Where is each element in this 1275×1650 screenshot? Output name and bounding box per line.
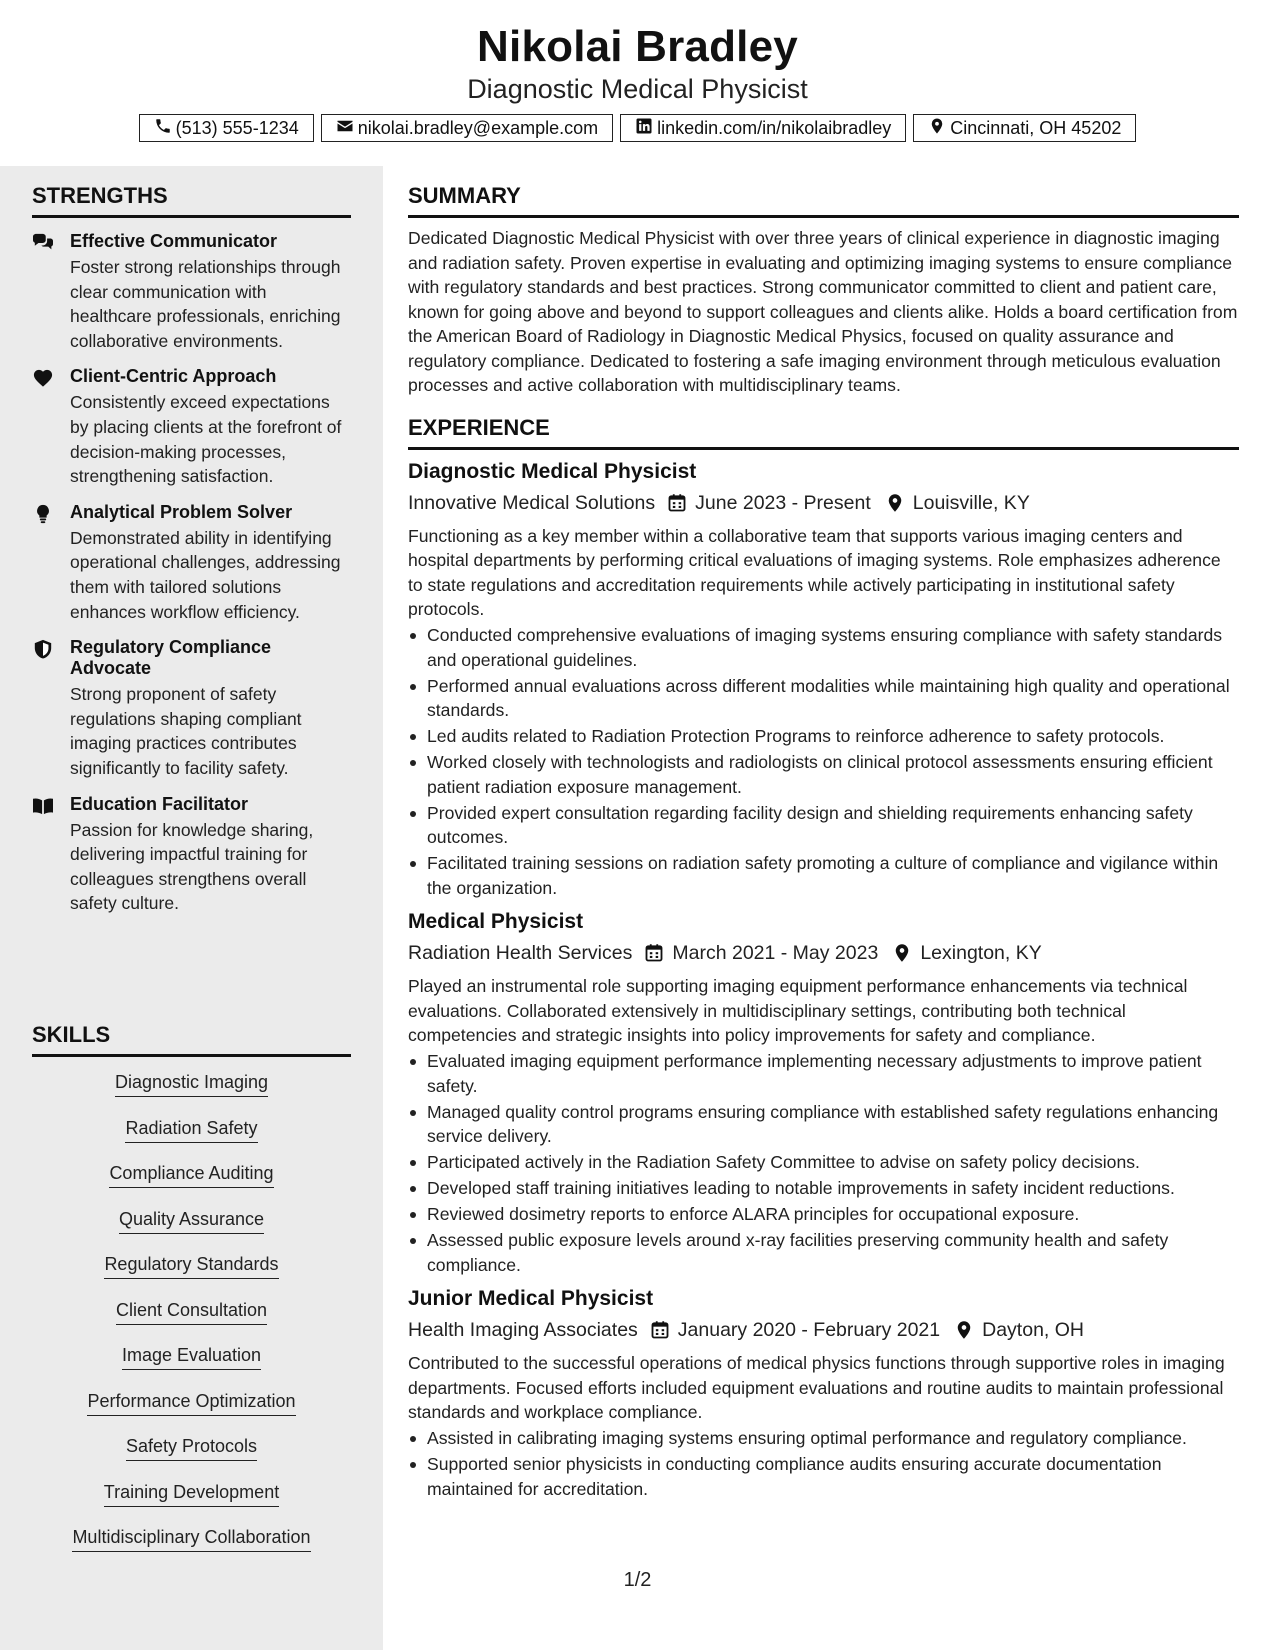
job-company: Innovative Medical Solutions <box>408 491 656 514</box>
skill-tag: Regulatory Standards <box>104 1253 278 1279</box>
job-title: Diagnostic Medical Physicist <box>408 459 697 483</box>
skills-section <box>32 1022 351 1572</box>
job-location: Lexington, KY <box>920 942 1042 964</box>
section-divider <box>408 447 1239 450</box>
job-bullet: Facilitated training sessions on radiation safety promoting a culture of compliance and vigilance within the organization. <box>408 851 1239 900</box>
skill-tag: Multidisciplinary Collaboration <box>72 1526 310 1552</box>
calendar-icon <box>650 1320 670 1340</box>
skill-tag: Radiation Safety <box>125 1117 257 1143</box>
summary-text: Dedicated Diagnostic Medical Physicist with over three years of clinical experience in diagnostic imaging and radiation safety. Proven expertise in evaluating and optimizing imaging systems to ensure compliance with regulatory standards and best practices. Strong communicator committed to client and patient care, known for going above and beyond to support colleagues and clients alike. Holds a board certification from the American Board of Radiology in Diagnostic Medical Physics, focused on quality assurance and regulatory compliance. Dedicated to fostering a safe imaging environment through meticulous evaluation processes and active collaboration with multidisciplinary teams. <box>408 228 1238 395</box>
job-bullet: Assessed public exposure levels around x-ray facilities preserving community health and safety compliance. <box>408 1228 1239 1277</box>
location-pin-icon <box>892 943 912 963</box>
open-book-icon <box>32 794 70 916</box>
job-bullet: Performed annual evaluations across different modalities while maintaining high quality and operational standards. <box>408 674 1239 723</box>
strength-item <box>32 366 351 488</box>
job-bullet: Developed staff training initiatives leading to notable improvements in safety incident reductions. <box>408 1176 1239 1201</box>
page-number: 1/2 <box>623 1569 652 1591</box>
job-meta <box>408 938 1239 968</box>
linkedin-icon <box>635 117 653 140</box>
contact-email[interactable] <box>321 114 613 142</box>
job-title: Medical Physicist <box>408 910 584 933</box>
contact-phone-text: (513) 555-1234 <box>175 117 299 138</box>
section-divider <box>32 215 351 218</box>
envelope-icon <box>336 117 354 140</box>
contact-location-text: Cincinnati, OH 45202 <box>950 117 1122 138</box>
skill-tag: Training Development <box>104 1481 279 1507</box>
job-bullet: Conducted comprehensive evaluations of imaging systems ensuring compliance with safety standards and operational guidelines. <box>408 623 1239 672</box>
summary-title: SUMMARY <box>408 183 521 208</box>
job-entry <box>408 1285 1239 1501</box>
strength-text: Strong proponent of safety regulations shaping compliant imaging practices contributes significantly to facility safety. <box>70 684 302 778</box>
lightbulb-icon <box>32 502 70 624</box>
job-dates: March 2021 - May 2023 <box>672 942 879 964</box>
strength-title: Client-Centric Approach <box>70 366 277 387</box>
location-pin-icon <box>928 117 946 140</box>
contact-linkedin[interactable] <box>620 114 906 142</box>
job-company: Radiation Health Services <box>408 942 633 964</box>
strength-item <box>32 637 351 780</box>
job-entry <box>408 458 1239 901</box>
skill-tag: Diagnostic Imaging <box>115 1071 268 1097</box>
job-description: Contributed to the successful operations of medical physics functions through supportive roles in imaging departments. Focused efforts included equipment evaluations and routine audits to maintain professional standards and workplace compliance. <box>408 1353 1225 1422</box>
skills-list <box>32 1071 351 1552</box>
job-bullets <box>408 623 1239 900</box>
job-bullet: Assisted in calibrating imaging systems ensuring optimal performance and regulatory compliance. <box>408 1426 1239 1451</box>
strengths-section <box>32 183 351 916</box>
section-divider <box>408 215 1239 218</box>
contact-location[interactable] <box>913 114 1136 142</box>
job-bullets <box>408 1049 1239 1277</box>
job-location: Dayton, OH <box>982 1319 1084 1341</box>
job-entry <box>408 908 1239 1277</box>
contact-linkedin-text: linkedin.com/in/nikolaibradley <box>657 117 892 138</box>
strength-item <box>32 231 351 353</box>
skill-tag: Image Evaluation <box>122 1344 261 1370</box>
strength-title: Analytical Problem Solver <box>70 501 293 522</box>
section-divider <box>32 1054 351 1057</box>
job-bullet: Worked closely with technologists and radiologists on clinical protocol assessments ensuring efficient patient radiation exposure management. <box>408 750 1239 799</box>
job-bullets <box>408 1426 1239 1501</box>
calendar-icon <box>667 493 687 513</box>
job-location: Louisville, KY <box>912 491 1030 514</box>
job-bullet: Participated actively in the Radiation Safety Committee to advise on safety policy decisions. <box>408 1150 1239 1175</box>
job-description: Played an instrumental role supporting imaging equipment performance enhancements via technical evaluations. Collaborated extensively in multidisciplinary settings, contributing both technical competencies and strategic insights into policy improvements for safety and compliance. <box>408 976 1188 1045</box>
skill-tag: Quality Assurance <box>119 1208 264 1234</box>
skill-tag: Safety Protocols <box>126 1435 257 1461</box>
strengths-title: STRENGTHS <box>32 183 168 208</box>
contact-phone[interactable] <box>139 114 314 142</box>
skill-tag: Compliance Auditing <box>109 1162 273 1188</box>
contact-email-text: nikolai.bradley@example.com <box>357 117 599 138</box>
skill-tag: Performance Optimization <box>87 1390 295 1416</box>
location-pin-icon <box>954 1320 974 1340</box>
skills-title: SKILLS <box>32 1022 111 1047</box>
job-bullet: Managed quality control programs ensuring compliance with established safety regulations enhancing service delivery. <box>408 1100 1239 1149</box>
job-company: Health Imaging Associates <box>408 1319 638 1341</box>
strength-text: Foster strong relationships through clear communication with healthcare professionals, enriching collaborative environments. <box>70 257 341 351</box>
chat-bubbles-icon <box>32 231 70 353</box>
job-meta <box>408 1315 1239 1345</box>
calendar-icon <box>644 943 664 963</box>
contact-bar <box>0 114 1275 142</box>
heart-icon <box>32 366 70 488</box>
job-dates: January 2020 - February 2021 <box>677 1319 941 1341</box>
strength-title: Effective Communicator <box>70 231 278 251</box>
job-bullet: Led audits related to Radiation Protection Programs to reinforce adherence to safety protocols. <box>408 724 1239 749</box>
job-description: Functioning as a key member within a collaborative team that supports various imaging centers and hospital departments by performing critical evaluations of imaging systems. Role emphasizes adherence to state regulations and accreditation requirements while actively participating in institutional safety protocols. <box>408 525 1221 619</box>
strength-title: Regulatory Compliance Advocate <box>70 637 272 679</box>
candidate-name: Nikolai Bradley <box>477 22 798 71</box>
skill-tag: Client Consultation <box>116 1299 267 1325</box>
strength-text: Passion for knowledge sharing, delivering impactful training for colleagues strengthens overall safety culture. <box>70 819 314 914</box>
job-bullet: Reviewed dosimetry reports to enforce ALARA principles for occupational exposure. <box>408 1202 1239 1227</box>
strength-text: Consistently exceed expectations by placing clients at the forefront of decision-making processes, strengthening satisfaction. <box>70 392 342 487</box>
job-bullet: Evaluated imaging equipment performance implementing necessary adjustments to improve patient safety. <box>408 1049 1239 1098</box>
job-dates: June 2023 - Present <box>695 491 871 514</box>
job-meta <box>408 488 1239 518</box>
phone-icon <box>154 117 172 140</box>
job-title: Junior Medical Physicist <box>408 1287 654 1310</box>
job-bullet: Provided expert consultation regarding facility design and shielding requirements enhancing safety outcomes. <box>408 801 1239 850</box>
strength-title: Education Facilitator <box>70 793 249 814</box>
experience-title: EXPERIENCE <box>408 414 550 440</box>
location-pin-icon <box>885 493 905 513</box>
job-bullet: Supported senior physicists in conducting compliance audits ensuring accurate documentation maintained for accreditation. <box>408 1452 1239 1501</box>
strength-text: Demonstrated ability in identifying operational challenges, addressing them with tailored solutions enhances workflow efficiency. <box>70 527 341 622</box>
shield-icon <box>32 637 70 780</box>
strength-item <box>32 502 351 624</box>
main-column <box>408 183 1239 1501</box>
strength-item <box>32 794 351 916</box>
candidate-role: Diagnostic Medical Physicist <box>467 74 808 104</box>
